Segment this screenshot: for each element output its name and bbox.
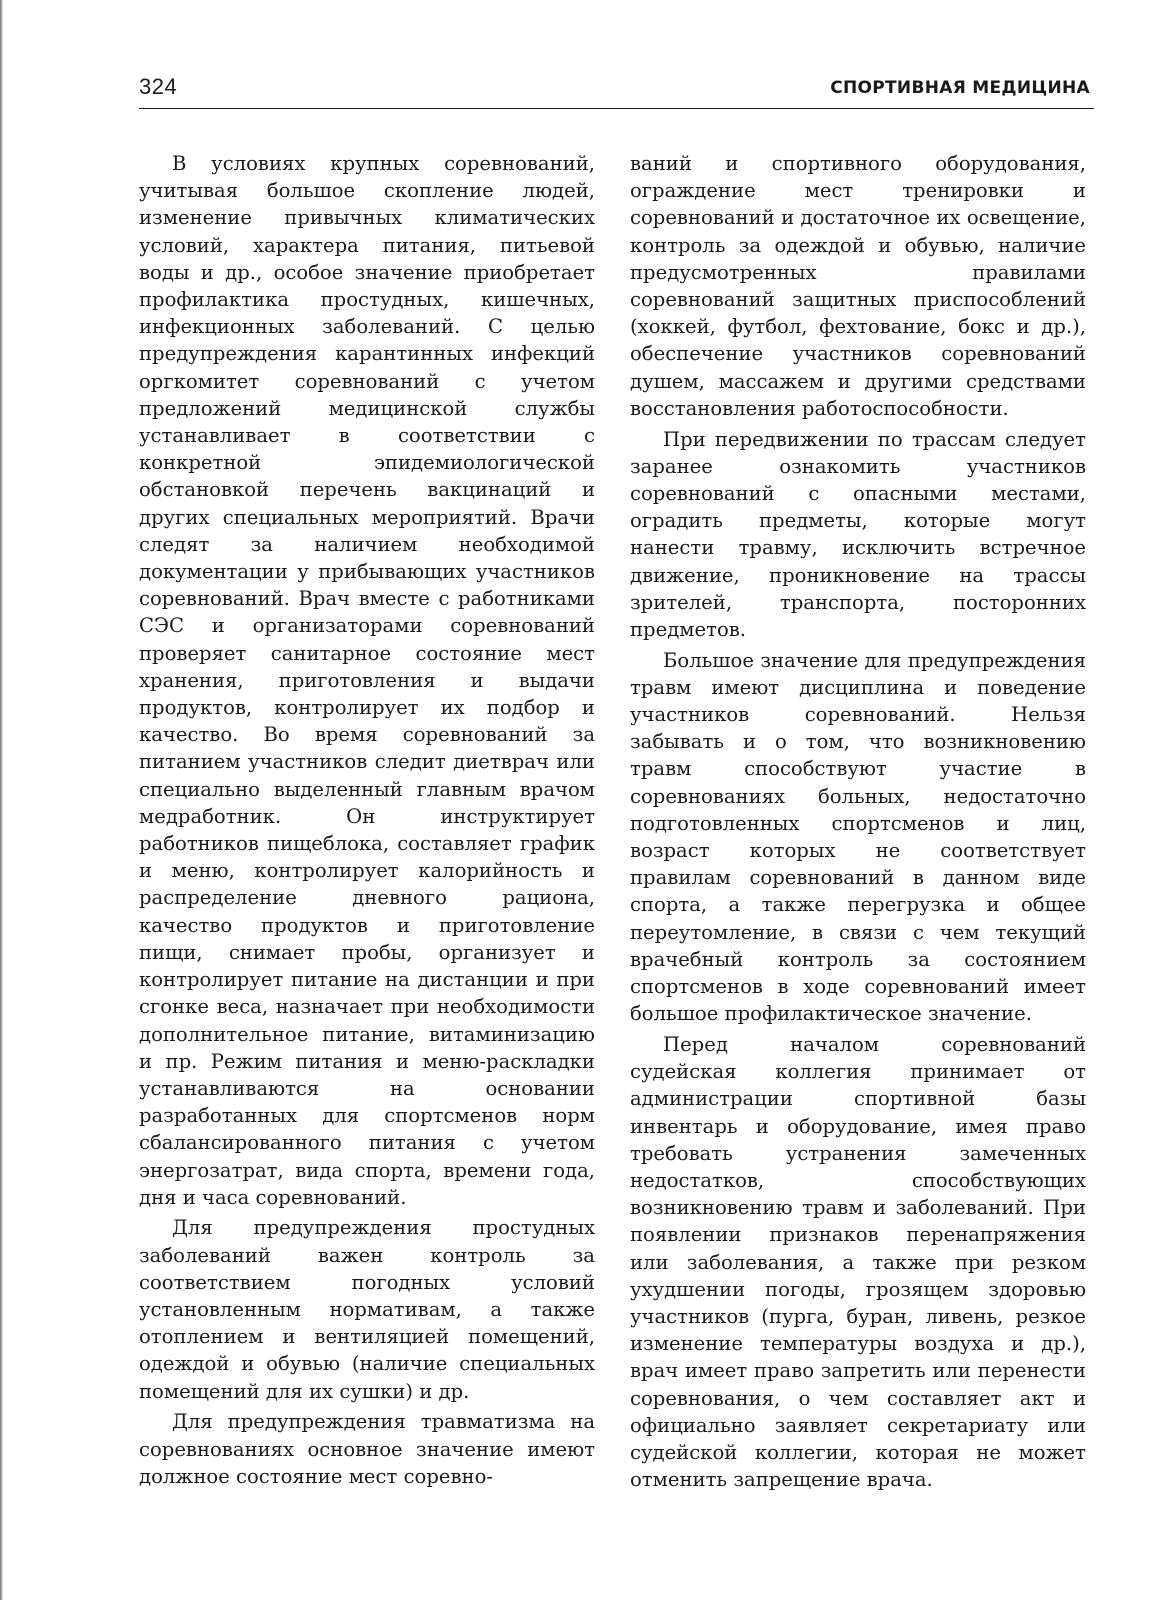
right-column	[630, 150, 1086, 1493]
paragraph: Большое значение для предупреждения травм имеют дисциплина и поведение участников соревнований. Нельзя забывать и о том, что возникновению травм способствуют участие в соревнованиях больных, недостаточно подготовленных спортсменов и лиц, возраст которых не соответствует правилам соревнований в данном виде спорта, а также перегрузка и общее переутомление, в связи с чем текущий врачебный контроль за состоянием спортсменов в ходе соревнований имеет большое профилактическое значение.	[630, 648, 1086, 1026]
left-column	[139, 150, 595, 1490]
running-title: СПОРТИВНАЯ МЕДИЦИНА	[830, 78, 1090, 98]
paragraph-continuation: ваний и спортивного оборудования, ограждение мест тренировки и соревнований и достаточное их освещение, контроль за одеждой и обувью, наличие предусмотренных правилами соревнований защитных приспособлений (хоккей, футбол, фехтование, бокс и др.), обеспечение участников соревнований душем, массажем и другими средствами восстановления работоспособности.	[630, 152, 1086, 420]
scan-edge	[0, 0, 3, 1600]
paragraph: Для предупреждения простудных заболеваний важен контроль за соответствием погодных условий установленным нормативам, а также отоплением и вентиляцией помещений, одеждой и обувью (наличие специальных помещений для их сушки) и др.	[139, 1216, 595, 1403]
page-number: 324	[139, 74, 178, 99]
paragraph: Для предупреждения травматизма на соревнованиях основное значение имеют должное состояние мест соревно-	[139, 1410, 595, 1488]
paragraph: В условиях крупных соревнований, учитывая большое скопление людей, изменение привычных климатических условий, характера питания, питьевой воды и др., особое значение приобретает профилактика простудных, кишечных, инфекционных заболеваний. С целью предупреждения карантинных инфекций оргкомитет соревнований с учетом предложений медицинской службы устанавливает в соответствии с конкретной эпидемиологической обстановкой перечень вакцинаций и других специальных мероприятий. Врачи следят за наличием необходимой документации у прибывающих участников соревнований. Врач вместе с работниками СЭС и организаторами соревнований проверяет санитарное состояние мест хранения, приготовления и выдачи продуктов, контролирует их подбор и качество. Во время соревнований за питанием участников следит диетврач или специально выделенный главным врачом медработник. Он инструктирует работников пищеблока, составляет график и меню, контролирует калорийность и распределение дневного рациона, качество продуктов и приготовление пищи, снимает пробы, организует и контролирует питание на дистанции и при сгонке веса, назначает при необходимости дополнительное питание, витаминизацию и пр. Режим питания и меню-раскладки устанавливаются на основании разработанных для спортсменов норм сбалансированного питания с учетом энергозатрат, вида спорта, времени года, дня и часа соревнований.	[139, 152, 595, 1209]
page-header	[139, 74, 1094, 109]
paragraph: Перед началом соревнований судейская коллегия принимает от администрации спортивной базы инвентарь и оборудование, имея право требовать устранения замеченных недостатков, способствующих возникновению травм и заболеваний. При появлении признаков перенапряжения или заболевания, а также при резком ухудшении погоды, грозящем здоровью участников (пурга, буран, ливень, резкое изменение температуры воздуха и др.), врач имеет право запретить или перенести соревнования, о чем составляет акт и официально заявляет секретариату или судейской коллегии, которая не может отменить запрещение врача.	[630, 1033, 1086, 1492]
paragraph: При передвижении по трассам следует заранее ознакомить участников соревнований с опасными местами, оградить предметы, которые могут нанести травму, исключить встречное движение, проникновение на трассы зрителей, транспорта, посторонних предметов.	[630, 427, 1086, 641]
